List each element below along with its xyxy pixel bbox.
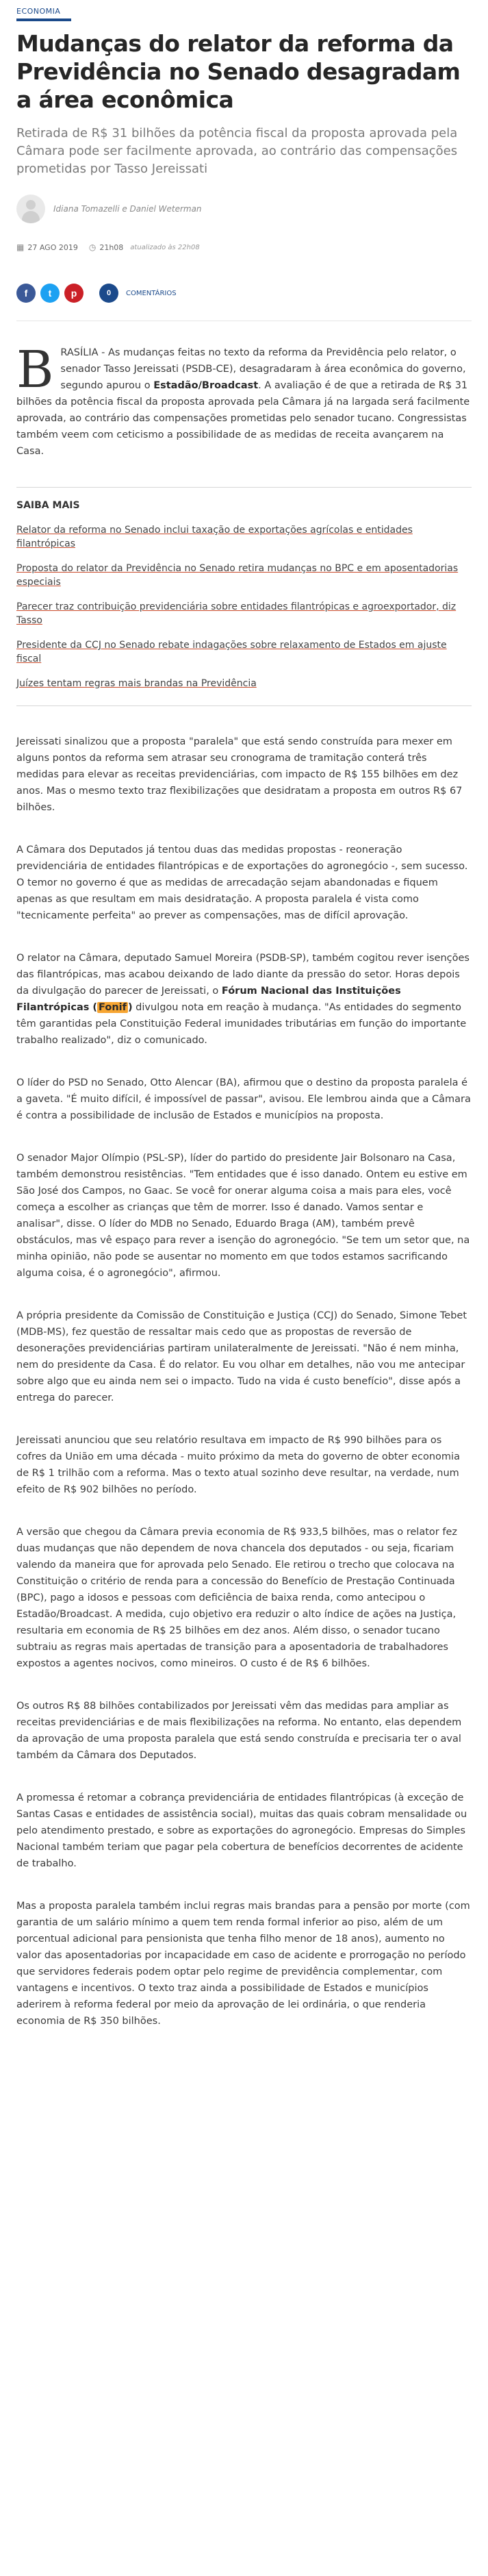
body-paragraph: Jereissati sinalizou que a proposta "paralela" que está sendo construída para mexer em alguns pontos da reforma sem atrasar seu cronograma de tramitação conterá três medidas para elevar as receitas previdenciárias, com impacto de R$ 155 bilhões em dez anos. Mas o mesmo texto traz flexibilizações que desidratam a proposta em outros R$ 67 bilhões.	[16, 736, 463, 813]
comments-link[interactable]: COMENTÁRIOS	[126, 289, 177, 297]
author-names: Idiana Tomazelli e Daniel Weterman	[53, 204, 202, 214]
author-block	[16, 195, 472, 223]
body-paragraph: A promessa é retomar a cobrança previdenciária de entidades filantrópicas (à exceção de Santas Casas e entidades de assistência social), muitas das quais cobram mensalidade ou pelo atendimento prestado, e sobre as exportações do agronegócio. Empresas do Simples Nacional também teriam que pagar pela cobertura de benefícios decorrentes de acidente de trabalho.	[16, 1792, 467, 1869]
fonif-name-text: Fórum Nacional das Instituições Filantrópicas (	[16, 986, 401, 1013]
twitter-share-button[interactable]: t	[40, 284, 60, 303]
share-bar	[16, 284, 472, 303]
related-link[interactable]: Juízes tentam regras mais brandas na Previdência	[16, 678, 257, 689]
section-tag[interactable]: ECONOMIA	[16, 7, 61, 16]
related-link[interactable]: Parecer traz contribuição previdenciária sobre entidades filantrópicas e agroexportador, diz Tasso	[16, 601, 457, 626]
pinterest-share-button[interactable]: p	[64, 284, 84, 303]
drop-cap: B	[16, 340, 54, 399]
article-body	[16, 340, 472, 2029]
body-paragraph: O líder do PSD no Senado, Otto Alencar (BA), afirmou que o destino da proposta paralela é a gaveta. "É muito difícil, é impossível de passar", avisou. Ele lembrou ainda que a Câmara é contra a possibilidade de inclusão de Estados e municípios na proposta.	[16, 1077, 471, 1121]
related-links-box	[16, 487, 472, 706]
paragraph-text: O relator na Câmara, deputado Samuel Moreira (PSDB-SP), também cogitou rever isenções das filantrópicas, mas acabou deixando de lado diante da pressão do setor. Horas depois da divulgação do parecer de Jereissati, o	[16, 953, 470, 997]
lede-paragraph	[16, 340, 472, 460]
publish-time: 21h08	[99, 242, 124, 252]
subheadline: Retirada de R$ 31 bilhões da potência fiscal da proposta aprovada pela Câmara pode ser facilmente aprovada, ao contrário das compensações prometidas por Tasso Jereissati	[16, 126, 458, 176]
clock-icon: ◷	[88, 242, 97, 252]
updated-time: atualizado às 22h08	[130, 243, 200, 251]
paragraph-text: divulgou nota em reação à mudança. "As entidades do segmento têm garantidas pela Constituição Federal imunidades tributárias em função do importante trabalho realizado", diz o comunicado.	[16, 1002, 467, 1046]
section-underline	[16, 18, 71, 21]
fonif-name-close: )	[127, 1002, 133, 1013]
related-link[interactable]: Relator da reforma no Senado inclui taxação de exportações agrícolas e entidades filantrópicas	[16, 525, 413, 549]
body-paragraph	[16, 950, 472, 1049]
body-paragraph: A própria presidente da Comissão de Constituição e Justiça (CCJ) do Senado, Simone Tebet (MDB-MS), fez questão de ressaltar mais cedo que as propostas de reversão de desonerações previdenciárias partiram unilateralmente de Jereissati. "Não é nem minha, nem do presidente da Casa. É do relator. Eu vou olhar em detalhes, não vou me antecipar sobre algo que eu ainda nem sei o impacto. Tudo na vida é custo benefício", disse após a entrega do parecer.	[16, 1310, 467, 1403]
lede-text-2: . A avaliação é de que a retirada de R$ 31 bilhões da potência fiscal da proposta aprovada pela Câmara já na largada será facilmente aprovada, ao contrário das compensações prometidas pelo senador tucano. Congressistas também veem com ceticismo a possibilidade de as medidas de receita avançarem na Casa.	[16, 380, 470, 457]
publish-time-wrap	[89, 242, 123, 252]
publish-meta	[16, 242, 472, 252]
body-paragraph: Os outros R$ 88 bilhões contabilizados por Jereissati vêm das medidas para ampliar as receitas previdenciárias e de mais flexibilizações na reforma. No entanto, elas dependem da aprovação de uma proposta paralela que está sendo construída e precisaria ter o aval também da Câmara dos Deputados.	[16, 1701, 462, 1761]
headline: Mudanças do relator da reforma da Previdência no Senado desagradam a área econômica	[16, 30, 461, 113]
body-paragraph: O senador Major Olímpio (PSL-SP), líder do partido do presidente Jair Bolsonaro na Casa, também demonstrou resistências. "Tem entidades que é isso danado. Ontem eu estive em São José dos Campos, no Gaac. Se você for onerar alguma coisa a mais para eles, você começa a escolher as crianças que têm de morrer. Isso é danado. Vamos sentar e analisar", disse. O líder do MDB no Senado, Eduardo Braga (AM), também prevê obstáculos, mas vê espaço para rever a isenção do agronegócio. "Se tem um setor que, na minha opinião, não pode se ausentar no momento em que todos estamos sacrificando alguma coisa, é o agronegócio", afirmou.	[16, 1153, 470, 1279]
fonif-highlight[interactable]: Fonif	[99, 1002, 127, 1013]
related-link[interactable]: Proposta do relator da Previdência no Senado retira mudanças no BPC e em aposentadorias especiais	[16, 563, 459, 588]
comments-count-button[interactable]: 0	[99, 284, 118, 303]
body-paragraph: Mas a proposta paralela também inclui regras mais brandas para a pensão por morte (com garantia de um salário mínimo a quem tem renda formal inferior ao piso, além de um porcentual adicional para pensionista que tenha filho menor de 18 anos), aumento no valor das aposentadorias por incapacidade em caso de acidente e prorrogação no período que servidores federais podem optar pelo regime de previdência complementar, com vantagens e incentivos. O texto traz ainda a possibilidade de Estados e municípios aderirem à reforma federal por meio da aprovação de lei ordinária, o que renderia economia de R$ 350 bilhões.	[16, 1901, 470, 2027]
publish-date: 27 AGO 2019	[27, 242, 78, 252]
body-paragraph: A Câmara dos Deputados já tentou duas das medidas propostas - reoneração previdenciária de entidades filantrópicas e de exportações do agronegócio -, sem sucesso. O temor no governo é que as medidas de arrecadação sejam abandonadas e fiquem apenas as que resultam em mais desidratação. A proposta paralela é vista como "tecnicamente perfeita" ao prever as compensações, mas de difícil aprovação.	[16, 845, 468, 921]
related-links-title: SAIBA MAIS	[16, 500, 80, 511]
facebook-share-button[interactable]: f	[16, 284, 36, 303]
body-paragraph: Jereissati anunciou que seu relatório resultava em impacto de R$ 990 bilhões para os cofres da União em uma década - muito próximo da meta do governo de obter economia de R$ 1 trilhão com a reforma. Mas o texto atual sozinho deve resultar, na verdade, num efeito de R$ 902 bilhões no período.	[16, 1435, 460, 1495]
lede-source: Estadão/Broadcast	[153, 380, 259, 391]
author-avatar	[16, 195, 45, 223]
body-paragraph: A versão que chegou da Câmara previa economia de R$ 933,5 bilhões, mas o relator fez duas mudanças que não dependem de nova chancela dos deputados - ou seja, ficariam valendo da maneira que for aprovada pelo Senado. Ele retirou o trecho que colocava na Constituição o critério de renda para a concessão do Benefício de Prestação Continuada (BPC), pago a idosos e pessoas com deficiência de baixa renda, como antecipou o Estadão/Broadcast. A medida, cujo objetivo era reduzir o alto índice de ações na Justiça, resultaria em economia de R$ 25 bilhões em dez anos. Além disso, o senador tucano subtraiu as regras mais apertadas de transição para a aposentadoria de trabalhadores expostos a agentes nocivos, como mineiros. O custo é de R$ 6 bilhões.	[16, 1527, 457, 1669]
related-link[interactable]: Presidente da CCJ no Senado rebate indagações sobre relaxamento de Estados em ajuste fiscal	[16, 640, 447, 664]
calendar-icon: ▦	[16, 242, 25, 252]
lede-text-1: RASÍLIA - As mudanças feitas no texto da reforma da Previdência pelo relator, o senador Tasso Jereissati (PSDB-CE), desagradaram à área econômica do governo, segundo apurou o	[60, 347, 466, 391]
